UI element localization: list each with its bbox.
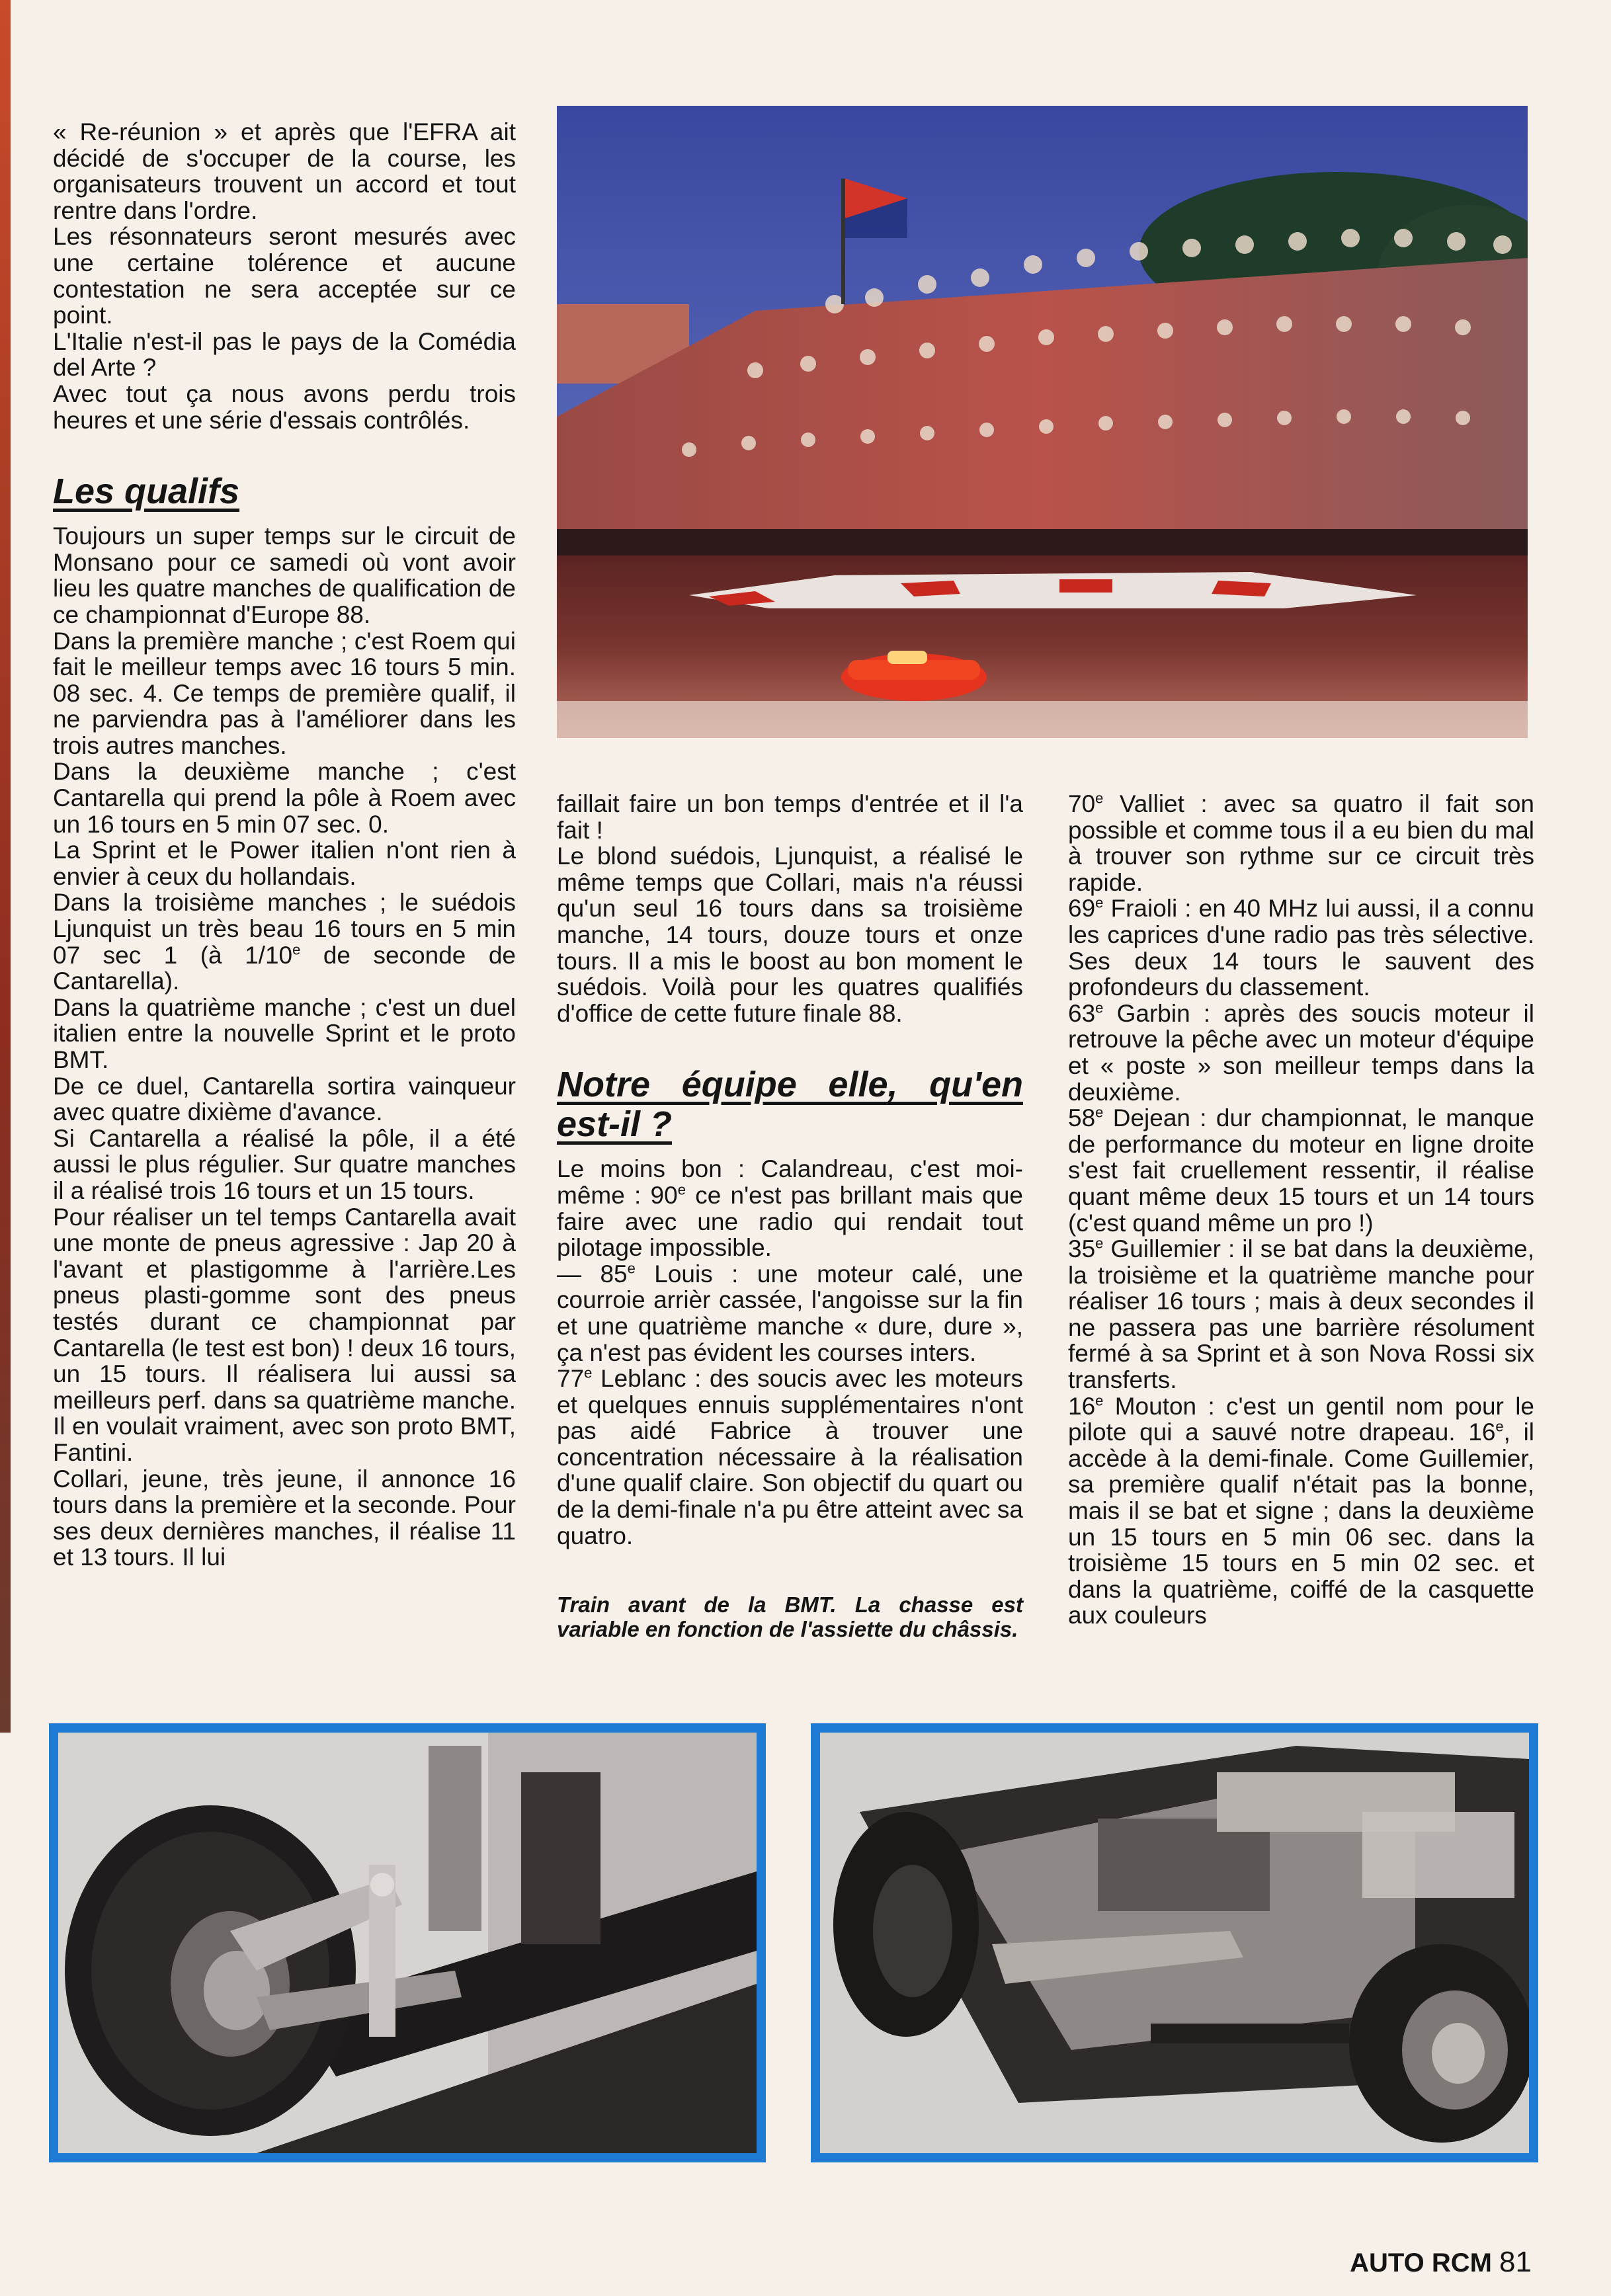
intro-paragraph: « Re-réunion » et après que l'EFRA ait décidé de s'occuper de la course, les organisateurs trouvent un accord et tout rentre dans l'ordre. xyxy=(53,118,516,224)
photo-caption: Train avant de la BMT. La chasse est variable en fonction de l'assiette du châssis. xyxy=(557,1592,1023,1642)
article-paragraph: Le moins bon : Calandreau, c'est moi-même : 90e ce n'est pas brillant mais que faire avec une radio qui rendait tout pilotage impossible. xyxy=(557,1155,1023,1262)
column-2 xyxy=(557,791,1023,1641)
article-paragraph: La Sprint et le Power italien n'ont rien à envier à ceux du hollandais. xyxy=(53,837,516,890)
intro-paragraph: L'Italie n'est-il pas le pays de la Comédia del Arte ? xyxy=(53,327,516,382)
bmt-front-axle-photo xyxy=(49,1723,766,2162)
article-paragraph: 69e Fraioli : en 40 MHz lui aussi, il a connu les caprices d'une radio pas très sélective. Ses deux 14 tours le sauvent des profondeurs du classement. xyxy=(1068,895,1534,1001)
race-crowd-photo xyxy=(557,106,1528,738)
article-paragraph: Pour réaliser un tel temps Cantarella avait une monte de pneus agressive : Jap 20 à l'avant et plastigomme à l'arrière.Les pneus plasti-gomme sont des pneus testés durant ce championnat par Cantarella (le test est bon) ! deux 16 tours, un 15 tours. Il réalisera lui aussi sa meilleurs perf. dans sa quatrième manche. Il en voulait vraiment, avec son proto BMT, Fantini. xyxy=(53,1203,516,1466)
article-paragraph: 16e Mouton : c'est un gentil nom pour le pilote qui a sauvé notre drapeau. 16e, il accède à la demi-finale. Come Guillemier, sa première qualif n'était pas la bonne, mais il se bat et signe ; dans la deuxième un 15 tours en 5 min 06 sec. dans la troisième 15 tours en 5 min 02 sec. et dans la quatrième, coiffé de la casquette aux couleurs xyxy=(1068,1392,1535,1629)
article-paragraph: Le blond suédois, Ljunquist, a réalisé le même temps que Collari, mais n'a réussi qu'un seul 16 tours dans sa troisième manche, 14 tours, douze tours et onze tours. Il a mis le boost au bon moment le suédois. Voilà pour les quatres qualifiés d'office de cette future finale 88. xyxy=(557,842,1023,1027)
intro-paragraph: Les résonnateurs seront mesurés avec une certaine tolérence et aucune contestation ne sera acceptée sur ce point. xyxy=(53,223,516,329)
article-paragraph: Dans la deuxième manche ; c'est Cantarella qui prend la pôle à Roem avec un 16 tours en 5 min 07 sec. 0. xyxy=(53,758,516,838)
intro-paragraph: Avec tout ça nous avons perdu trois heures et une série d'essais contrôlés. xyxy=(53,380,516,434)
section-heading-qualifs: Les qualifs xyxy=(53,472,240,512)
section-heading-equipe: Notre équipe elle, qu'en est-il ? xyxy=(557,1065,1023,1145)
page-footer xyxy=(1350,2246,1532,2279)
magazine-name: AUTO RCM xyxy=(1350,2248,1492,2277)
article-paragraph: 58e Dejean : dur championnat, le manque de performance du moteur en ligne droite s'est fait cruellement ressentir, il réalise quant même deux 15 tours et un 14 tours (c'est quand même un pro !) xyxy=(1068,1104,1534,1237)
column-3 xyxy=(1068,791,1534,1629)
page-number: 81 xyxy=(1499,2246,1532,2278)
bmt-front-axle-illustration xyxy=(58,1733,757,2153)
article-paragraph: 70e Valliet : avec sa quatro il fait son possible et comme tous il a eu bien du mal à trouver son rythme sur ce circuit très rapide. xyxy=(1068,790,1534,896)
article-paragraph: Dans la quatrième manche ; c'est un duel italien entre la nouvelle Sprint et le proto BMT. xyxy=(53,993,516,1073)
article-paragraph: Dans la première manche ; c'est Roem qui fait le meilleur temps avec 16 tours 5 min. 08 sec. 4. Ce temps de première qualif, il ne parviendra pas à l'améliorer dans les trois autres manches. xyxy=(53,627,516,759)
bmt-chassis-illustration xyxy=(820,1733,1529,2153)
article-paragraph: 35e Guillemier : il se bat dans la deuxième, la troisième et la quatrième manche pour réaliser 16 tours ; mais à deux secondes il ne passera pas une barrière résolument fermé à sa Sprint et à son Nova Rossi six transferts. xyxy=(1068,1235,1534,1394)
article-paragraph: — 85e Louis : une moteur calé, une courroie arrièr cassée, l'angoisse sur la fin et une quatrième manche « dure, dure », ça n'est pas évident les courses inters. xyxy=(557,1260,1023,1366)
article-paragraph: De ce duel, Cantarella sortira vainqueur avec quatre dixième d'avance. xyxy=(53,1072,516,1126)
article-paragraph: Toujours un super temps sur le circuit de Monsano pour ce samedi où vont avoir lieu les quatre manches de qualification de ce championnat d'Europe 88. xyxy=(53,522,516,628)
intro-block xyxy=(53,119,516,433)
article-paragraph: faillait faire un bon temps d'entrée et il l'a fait ! xyxy=(557,790,1023,844)
article-paragraph: Dans la troisième manches ; le suédois Ljunquist un très beau 16 tours en 5 min 07 sec 1 (à 1/10e de seconde de Cantarella). xyxy=(53,889,516,995)
column-1 xyxy=(53,119,516,1571)
article-paragraph: 63e Garbin : après des soucis moteur il retrouve la pêche avec un moteur d'équipe et « poste » son meilleur temps dans la deuxième. xyxy=(1068,999,1534,1106)
page-edge-strip xyxy=(0,0,11,1733)
article-paragraph: Si Cantarella a réalisé la pôle, il a été aussi le plus régulier. Sur quatre manches il a réalisé trois 16 tours et un 15 tours. xyxy=(53,1124,516,1204)
article-paragraph: 77e Leblanc : des soucis avec les moteurs et quelques ennuis supplémentaires n'ont pas aidé Fabrice à trouver une concentration nécessaire à la réalisation d'une qualif claire. Son objectif du quart ou de la demi-finale n'a pu être atteint avec sa quatro. xyxy=(557,1364,1023,1549)
bmt-chassis-photo xyxy=(811,1723,1538,2162)
article-paragraph: Collari, jeune, très jeune, il annonce 16 tours dans la première et la seconde. Pour ses deux dernières manches, il réalise 11 et 13 tours. Il lui xyxy=(53,1465,516,1571)
race-crowd-illustration xyxy=(557,106,1528,738)
